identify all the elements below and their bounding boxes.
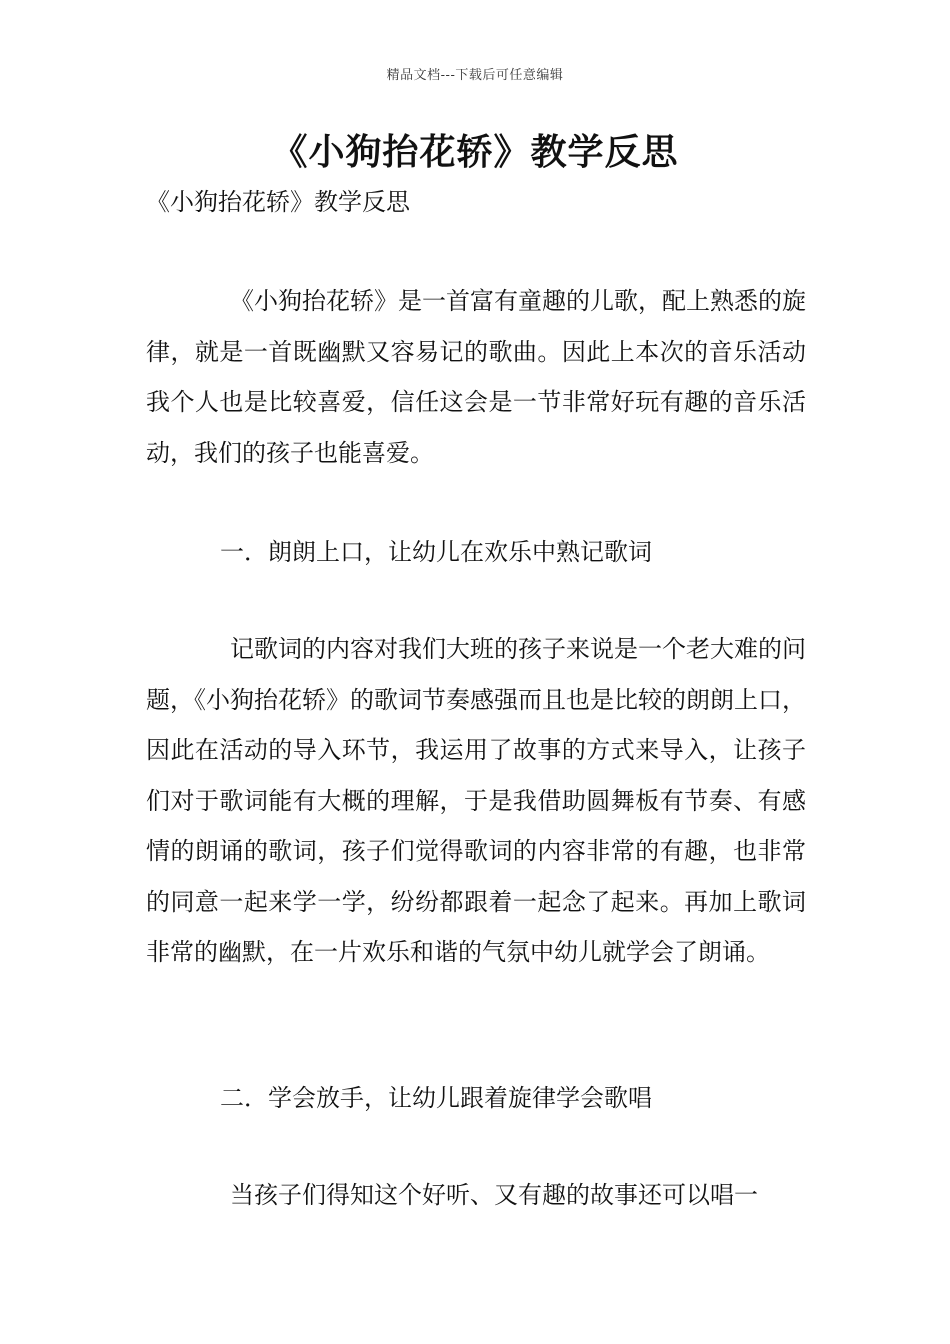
section-heading-two: 二．学会放手，让幼儿跟着旋律学会歌唱 [220, 1084, 652, 1112]
document-title: 《小狗抬花轿》教学反思 [271, 132, 679, 173]
header-note: 精品文档---下载后可任意编辑 [386, 68, 564, 83]
paragraph-section-two: 当孩子们得知这个好听、又有趣的故事还可以唱一 [230, 1181, 758, 1209]
paragraph-intro: 《小狗抬花轿》是一首富有童趣的儿歌，配上熟悉的旋律，就是一首既幽默又容易记的歌曲。因此上本次的音乐活动我个人也是比较喜爱，信任这会是一节非常好玩有趣的音乐活动，我们的孩子也能喜爱。 [146, 287, 806, 467]
section-heading-one: 一．朗朗上口，让幼儿在欢乐中熟记歌词 [220, 538, 652, 566]
document-subtitle: 《小狗抬花轿》教学反思 [146, 188, 410, 216]
paragraph-section-one: 记歌词的内容对我们大班的孩子来说是一个老大难的问题，《小狗抬花轿》的歌词节奏感强而且也是比较的朗朗上口，因此在活动的导入环节，我运用了故事的方式来导入，让孩子们对于歌词能有大概的理解，于是我借助圆舞板有节奏、有感情的朗诵的歌词，孩子们觉得歌词的内容非常的有趣，也非常的同意一起来学一学，纷纷都跟着一起念了起来。再加上歌词非常的幽默，在一片欢乐和谐的气氛中幼儿就学会了朗诵。 [146, 635, 806, 966]
